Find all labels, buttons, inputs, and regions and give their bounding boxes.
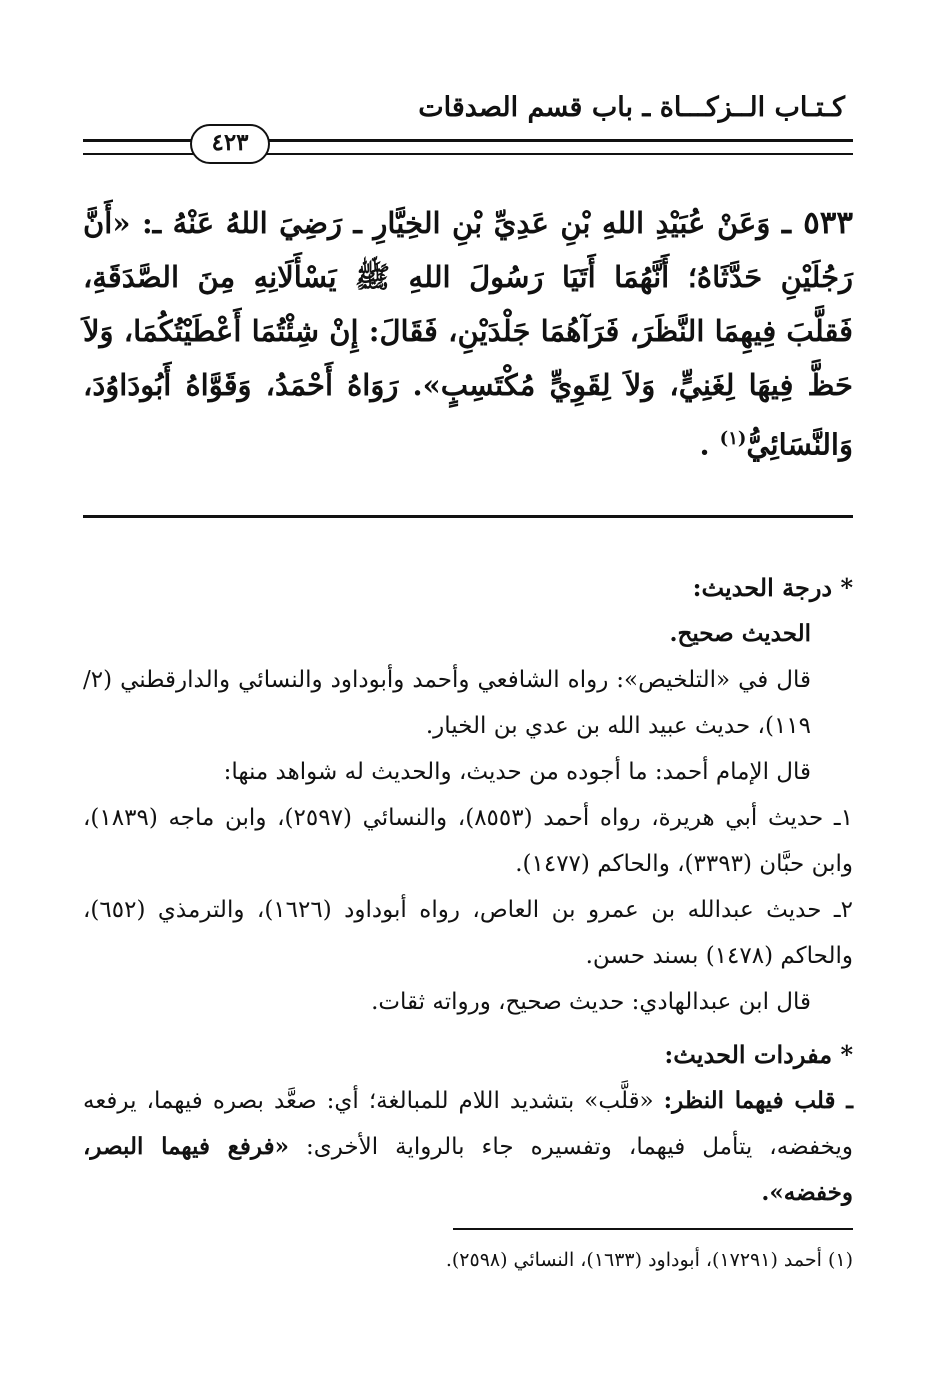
hadith-end: . <box>699 427 710 462</box>
grade-verdict: الحديث صحيح. <box>669 620 811 647</box>
running-title: كـتـاب الــزكـــاة ـ باب قسم الصدقات <box>418 92 845 123</box>
grade-paragraph-5: قال ابن عبدالهادي: حديث صحيح، ورواته ثقات. <box>371 989 811 1015</box>
vocab-heading: * مفردات الحديث: <box>664 1040 853 1069</box>
grade-paragraph-1: قال في «التلخيص»: رواه الشافعي وأحمد وأبوداود والنسائي والدارقطني (٢/ ١١٩)، حديث عبيد الله بن عدي بن الخيار. <box>83 667 811 739</box>
vocab-quote: «فرفع فيهما البصر، وخفضه». <box>83 1133 853 1206</box>
grade-paragraph-3: ١ـ حديث أبي هريرة، رواه أحمد (٨٥٥٣)، والنسائي (٢٥٩٧)، وابن ماجه (١٨٣٩)، وابن حبَّان (٣٣٩٣)، والحاكم (١٤٧٧). <box>83 805 853 877</box>
grade-section <box>83 565 853 1025</box>
footnote-reference: (١) <box>719 428 747 449</box>
hadith-text: وَعَنْ عُبَيْدِ اللهِ بْنِ عَدِيِّ بْنِ الخِيَّارِ ـ رَضِيَ اللهُ عَنْهُ ـ: «أَنَّ رَجُلَيْنِ حَدَّثَاهُ؛ أَنَّهُمَا أَتَيَا رَسُولَ اللهِ ﷺ يَسْأَلَانِهِ مِنَ الصَّدَقَةِ، فَقلَّبَ فِيهِمَا النَّظَرَ، فَرَآهُمَا جَلْدَيْنِ، فَقَالَ: إِنْ شِئْتُمَا أَعْطَيْتُكُمَا، وَلاَ حَظَّ فِيهَا لِغَنِيٍّ، وَلاَ لِقَوِيٍّ مُكْتَسِبٍ». رَوَاهُ أَحْمَدُ، وَقَوَّاهُ أَبُودَاوُدَ، وَالنَّسَائِيُّ <box>83 206 853 462</box>
grade-paragraph-4: ٢ـ حديث عبدالله بن عمرو بن العاص، رواه أبوداود (١٦٢٦)، والترمذي (٦٥٢)، والحاكم (١٤٧٨) بسند حسن. <box>83 897 853 969</box>
grade-paragraph-2: قال الإمام أحمد: ما أجوده من حديث، والحديث له شواهد منها: <box>223 759 811 785</box>
vocab-term: ـ قلب فيهما النظر: <box>663 1087 853 1114</box>
vocab-section <box>83 1032 853 1216</box>
footnote: (١) أحمد (١٧٢٩١)، أبوداود (١٦٣٣)، النسائي (٢٥٩٨). <box>445 1249 853 1271</box>
section-divider <box>83 515 853 518</box>
hadith-text-block <box>83 196 853 472</box>
footnote-rule <box>453 1228 853 1230</box>
hadith-number: ٥٣٣ ـ <box>781 205 854 241</box>
grade-heading: * درجة الحديث: <box>692 573 853 602</box>
page-number: ٤٢٣ <box>190 124 270 164</box>
vocab-entry <box>83 1078 853 1216</box>
vocab-explanation: «قلَّب» بتشديد اللام للمبالغة؛ أي: صعَّد بصره فيهما، يرفعه ويخفضه، يتأمل فيهما، وتفسيره جاء بالرواية الأخرى: <box>83 1088 853 1160</box>
